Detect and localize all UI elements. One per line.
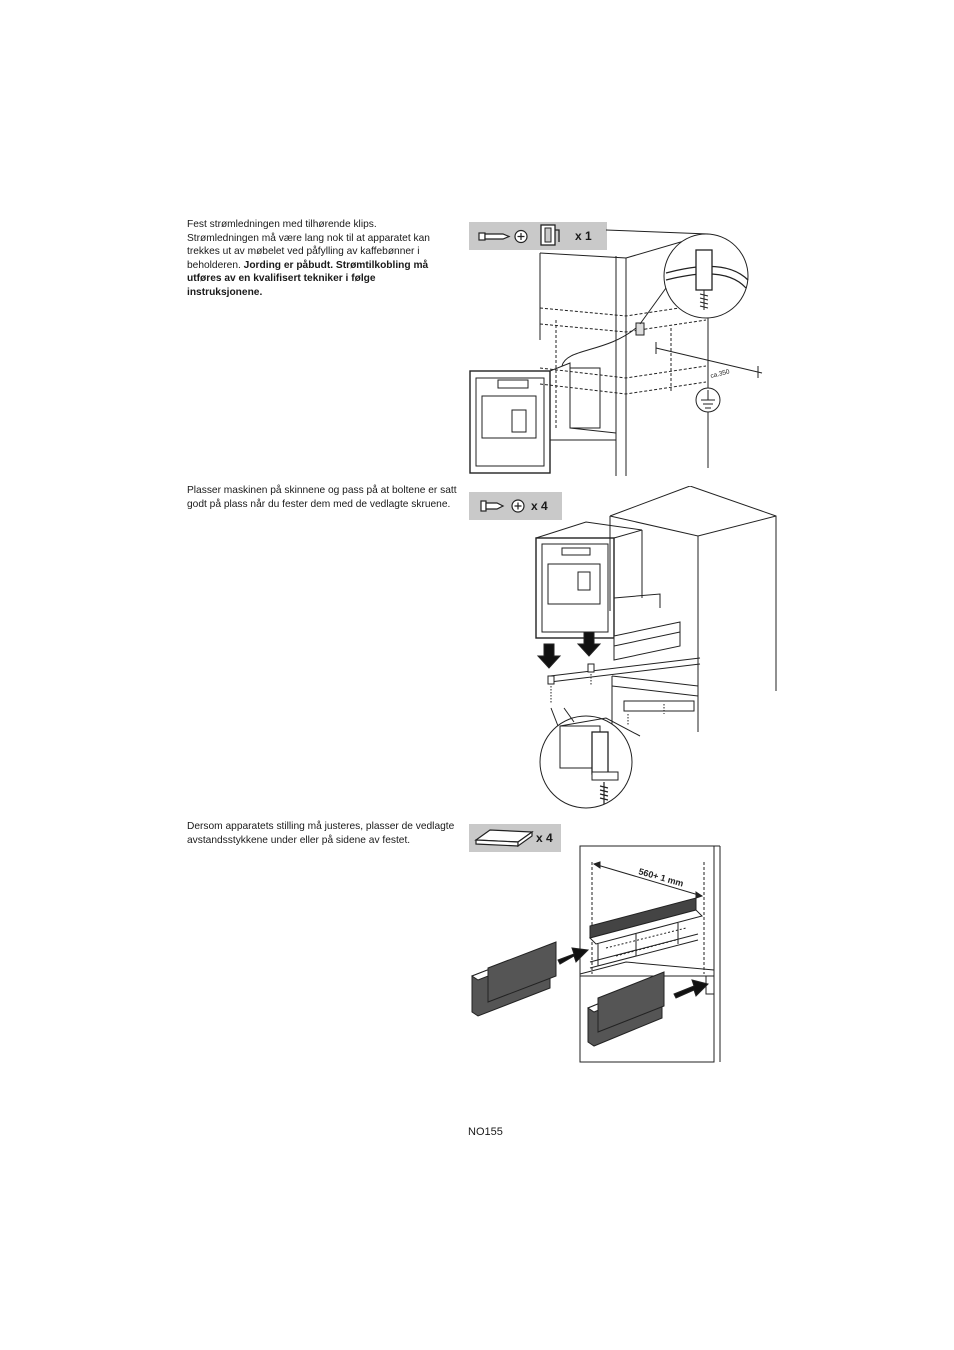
text-line: Fest strømledningen med tilhørende klips. (187, 219, 377, 230)
warning-text: Jording er påbudt. Strømtilkobling må (243, 259, 429, 271)
warning-line (187, 272, 462, 286)
screw-icon (475, 492, 535, 520)
spacer-placement-diagram (466, 826, 728, 1068)
dimension-label: 560+ 1 mm (637, 866, 685, 889)
text-line: Plasser maskinen på skinnene og pass på at boltene er satt (187, 485, 457, 496)
quantity-label: x 4 (536, 831, 553, 845)
quantity-label: x 4 (531, 499, 548, 513)
instruction-text-3 (187, 820, 462, 847)
text-line: godt på plass når du fester dem med de vedlagte skruene. (187, 498, 451, 510)
dimension-label: ca.350 (709, 368, 731, 380)
warning-text: instruksjonene. (187, 286, 263, 298)
text-line: Dersom apparatets stilling må justeres, plasser de vedlagte (187, 821, 455, 832)
warning-text: utføres av en kvalifisert tekniker i følge (187, 273, 376, 285)
text-line: Strømledningen må være lang nok til at apparatet kan (187, 232, 430, 244)
warning-line (187, 286, 462, 300)
text-line: trekkes ut av møbelet ved påfylling av kaffebønner i (187, 246, 420, 258)
cable-clip-diagram (466, 228, 766, 478)
instruction-text-1 (187, 218, 462, 300)
instruction-text-2 (187, 484, 462, 511)
quantity-label: x 1 (575, 229, 592, 243)
text-line (187, 259, 462, 273)
text-fragment: beholderen. (187, 259, 241, 271)
text-line: avstandsstykkene under eller på sidene av festet. (187, 834, 411, 846)
rail-mount-diagram (530, 486, 780, 812)
page-number: NO155 (468, 1126, 503, 1138)
